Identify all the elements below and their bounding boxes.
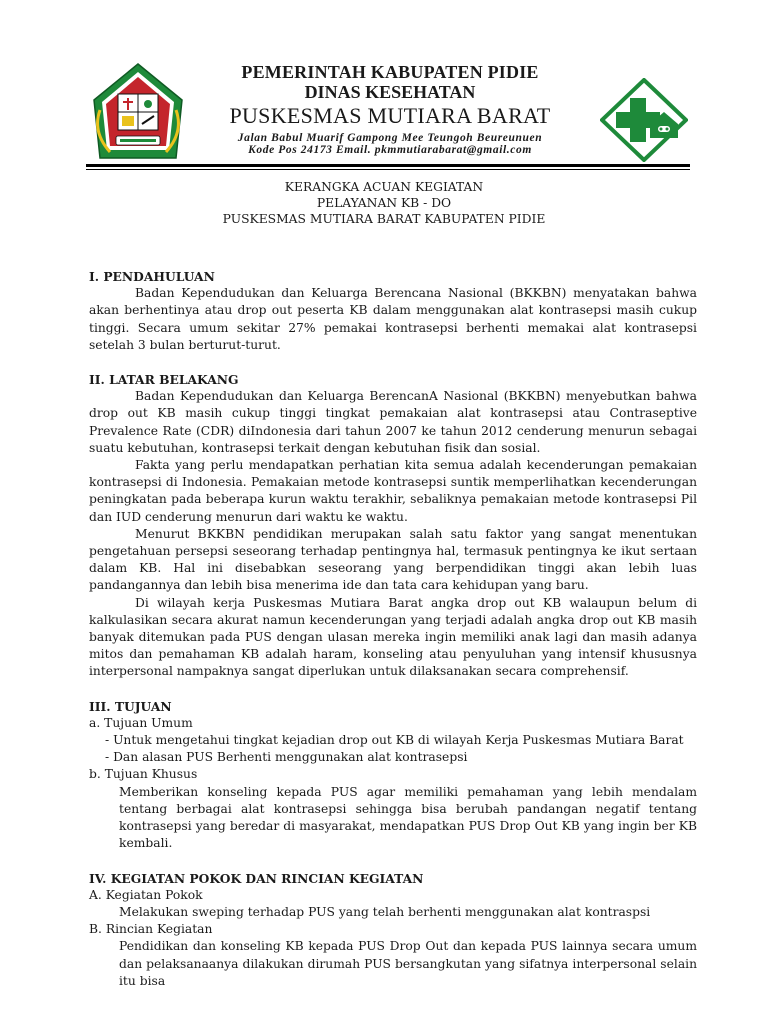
letterhead-address: Jalan Babul Muarif Gampong Mee Teungoh Beureunuen bbox=[237, 132, 543, 144]
paragraph: Menurut BKKBN pendidikan merupakan salah satu faktor yang sangat menentukan pengetahuan persepsi seseorang terhadap pentingnya hal, termasuk pentingnya ke ikut sertaan dalam KB. Hal ini disebabkan seseorang yang berpendidikan tinggi akan lebih luas pandangannya dan lebih bisa menerima ide dan tata cara kehidupan yang baru. bbox=[89, 526, 697, 593]
letterhead-contact: Kode Pos 24173 Email. pkmmutiarabarat@gmail.com bbox=[248, 144, 532, 156]
letterhead-rule-thick bbox=[86, 164, 690, 167]
letterhead-rule-thin bbox=[86, 169, 690, 170]
paragraph: Di wilayah kerja Puskesmas Mutiara Barat angka drop out KB walaupun belum di kalkulasikan secara akurat namun kecenderungan yang terjadi adalah angka drop out KB masih banyak ditemukan pada PUS dengan ulasan mereka ingin memiliki anak lagi dan masih adanya mitos dan pemahaman KB adalah haram, konseling atau penyuluhan yang intensif khususnya interpersonal nampaknya sangat diperlukan untuk dilaksanakan secara comprehensif. bbox=[89, 595, 697, 679]
section-heading-pendahuluan: I. PENDAHULUAN bbox=[89, 269, 215, 284]
subsection-label: B. Rincian Kegiatan bbox=[89, 922, 213, 937]
letterhead-government: PEMERINTAH KABUPATEN PIDIE bbox=[241, 62, 539, 82]
title-line-2: PELAYANAN KB - DO bbox=[316, 196, 452, 210]
subsection-label: b. Tujuan Khusus bbox=[89, 767, 198, 782]
list-item: - Dan alasan PUS Berhenti menggunakan alat kontrasepsi bbox=[105, 750, 468, 765]
document-title bbox=[0, 179, 768, 227]
letterhead bbox=[190, 62, 590, 156]
paragraph: Fakta yang perlu mendapatkan perhatian kita semua adalah kecenderungan pemakaian kontrasepsi di Indonesia. Pemakaian metode kontrasepsi suntik memperlihatkan kecenderungan peningkatan pada beberapa kurun waktu terakhir, sebaliknya pemakaian metode kontrasepsi Pil dan IUD cenderung menurun dari waktu ke waktu. bbox=[89, 458, 697, 524]
paragraph: Badan Kependudukan dan Keluarga Berencana Nasional (BKKBN) menyatakan bahwa akan berhentinya atau drop out peserta KB dalam menggunakan alat kontrasepsi masih cukup tinggi. Secara umum sekitar 27% pemakai kontrasepsi berhenti memakai alat kontrasepsi setelah 3 bulan berturut-turut. bbox=[89, 286, 697, 352]
section-heading-tujuan: III. TUJUAN bbox=[89, 698, 172, 714]
puskesmas-cross-house-icon bbox=[600, 78, 688, 162]
section-heading-kegiatan: IV. KEGIATAN POKOK DAN RINCIAN KEGIATAN bbox=[89, 870, 424, 886]
subsection-label: a. Tujuan Umum bbox=[89, 715, 193, 730]
letterhead-institution: PUSKESMAS MUTIARA BARAT bbox=[229, 103, 551, 128]
subsection-text: Pendidikan dan konseling KB kepada PUS Drop Out dan kepada PUS lainnya secara umum dan pelaksanaanya dilakukan dirumah PUS bersangkutan yang sifatnya interpersonal selain itu bisa bbox=[119, 939, 697, 988]
title-line-1: KERANGKA ACUAN KEGIATAN bbox=[284, 180, 484, 194]
pidie-regency-emblem-icon bbox=[88, 60, 188, 164]
letterhead-department: DINAS KESEHATAN bbox=[304, 82, 476, 102]
document-body bbox=[89, 268, 697, 990]
title-line-3: PUSKESMAS MUTIARA BARAT KABUPATEN PIDIE bbox=[222, 212, 546, 226]
section-heading-latar-belakang: II. LATAR BELAKANG bbox=[89, 372, 239, 388]
subsection-text: Melakukan sweping terhadap PUS yang telah berhenti menggunakan alat kontraspsi bbox=[119, 904, 651, 919]
paragraph: Badan Kependudukan dan Keluarga BerencanA Nasional (BKKBN) menyebutkan bahwa drop out KB masih cukup tinggi tingkat pemakaian alat kontrasepsi atau Contraseptive Prevalence Rate (CDR) diIndonesia dari tahun 2007 ke tahun 2012 cenderung menurun sebagai suatu kebutuhan, kontrasepsi terkait dengan kebutuhan fisik dan sosial. bbox=[89, 389, 697, 455]
subsection-text: Memberikan konseling kepada PUS agar memiliki pemahaman yang lebih mendalam tentang berbagai alat kontrasepsi sehingga bisa berubah pandangan negatif tentang kontrasepsi yang beredar di masyarakat, mendapatkan PUS Drop Out KB yang ingin ber KB kembali. bbox=[119, 784, 697, 851]
subsection-label: A. Kegiatan Pokok bbox=[89, 887, 203, 902]
list-item: - Untuk mengetahui tingkat kejadian drop out KB di wilayah Kerja Puskesmas Mutiara Barat bbox=[105, 733, 684, 748]
